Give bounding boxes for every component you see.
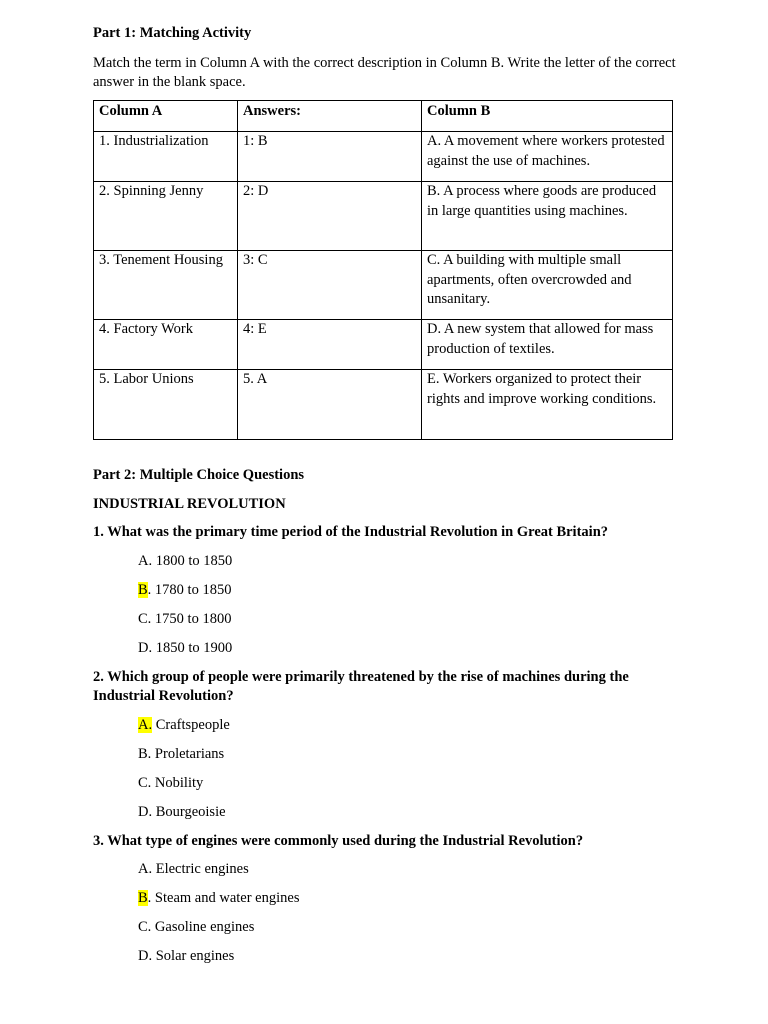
term-cell: 3. Tenement Housing xyxy=(94,251,238,320)
part1-title: Part 1: Matching Activity xyxy=(93,25,252,41)
part2-title: Part 2: Multiple Choice Questions xyxy=(93,467,305,483)
option-letter: A xyxy=(138,861,149,877)
option-text: Craftspeople xyxy=(152,716,230,733)
table-row xyxy=(94,182,673,251)
term-cell: 1. Industrialization xyxy=(94,132,238,182)
option-b xyxy=(138,889,683,909)
option-c xyxy=(138,918,683,938)
part2-section xyxy=(93,466,683,976)
description-cell: A. A movement where workers protested against the use of machines. xyxy=(422,132,673,182)
option-text: . Nobility xyxy=(147,774,204,791)
matching-table xyxy=(93,100,673,440)
description-cell: D. A new system that allowed for mass production of textiles. xyxy=(422,320,673,370)
option-c xyxy=(138,774,683,794)
option-letter: D xyxy=(138,948,149,964)
option-text: . Proletarians xyxy=(147,745,225,762)
column-a-header: Column A xyxy=(94,101,238,132)
description-cell: B. A process where goods are produced in large quantities using machines. xyxy=(422,182,673,251)
table-row xyxy=(94,132,673,182)
option-d xyxy=(138,947,683,967)
term-cell: 5. Labor Unions xyxy=(94,370,238,440)
option-a xyxy=(138,716,683,736)
question-2-options xyxy=(93,716,683,823)
table-header-row xyxy=(94,101,673,132)
description-cell: C. A building with multiple small apartments, often overcrowded and unsanitary. xyxy=(422,251,673,320)
term-cell: 4. Factory Work xyxy=(94,320,238,370)
option-a xyxy=(138,552,683,572)
part2-subtitle: INDUSTRIAL REVOLUTION xyxy=(93,495,286,512)
highlighted-answer-letter: B xyxy=(138,890,148,906)
option-text: . 1780 to 1850 xyxy=(147,581,232,598)
question-3-options xyxy=(93,860,683,967)
option-text: . Steam and water engines xyxy=(147,890,300,906)
highlighted-answer-letter: B xyxy=(138,581,148,598)
option-letter: D xyxy=(138,803,149,820)
option-b xyxy=(138,745,683,765)
option-text: . Gasoline engines xyxy=(147,919,255,935)
answer-cell: 1: B xyxy=(238,132,422,182)
highlighted-answer-letter: A. xyxy=(138,716,153,733)
option-letter: D xyxy=(138,639,149,656)
question-1-options xyxy=(93,552,683,659)
answer-cell: 2: D xyxy=(238,182,422,251)
option-letter: C xyxy=(138,610,148,627)
option-text: . 1800 to 1850 xyxy=(148,552,233,569)
option-letter: C xyxy=(138,919,148,935)
table-row xyxy=(94,320,673,370)
description-cell: E. Workers organized to protect their rights and improve working conditions. xyxy=(422,370,673,440)
question-3: 3. What type of engines were commonly used during the Industrial Revolution? xyxy=(93,832,584,849)
question-2: 2. Which group of people were primarily threatened by the rise of machines during the Industrial Revolution? xyxy=(93,668,629,704)
option-d xyxy=(138,639,683,659)
option-a xyxy=(138,860,683,880)
table-row xyxy=(94,251,673,320)
column-b-header: Column B xyxy=(422,101,673,132)
option-text: . 1750 to 1800 xyxy=(147,610,232,627)
answer-cell: 4: E xyxy=(238,320,422,370)
option-c xyxy=(138,610,683,630)
option-letter: A xyxy=(138,552,149,569)
option-letter: B xyxy=(138,745,148,762)
option-b xyxy=(138,581,683,601)
question-1: 1. What was the primary time period of the Industrial Revolution in Great Britain? xyxy=(93,524,609,540)
part1-instructions: Match the term in Column A with the correct description in Column B. Write the letter of the correct answer in the blank space. xyxy=(93,54,676,90)
option-text: . 1850 to 1900 xyxy=(148,639,233,656)
answers-header: Answers: xyxy=(238,101,422,132)
answer-cell: 3: C xyxy=(238,251,422,320)
option-d xyxy=(138,803,683,823)
term-cell: 2. Spinning Jenny xyxy=(94,182,238,251)
worksheet-page xyxy=(93,22,683,964)
option-letter: C xyxy=(138,774,148,791)
option-text: . Bourgeoisie xyxy=(148,803,226,820)
option-text: . Electric engines xyxy=(148,861,249,877)
answer-cell: 5. A xyxy=(238,370,422,440)
table-row xyxy=(94,370,673,440)
option-text: . Solar engines xyxy=(148,948,235,964)
